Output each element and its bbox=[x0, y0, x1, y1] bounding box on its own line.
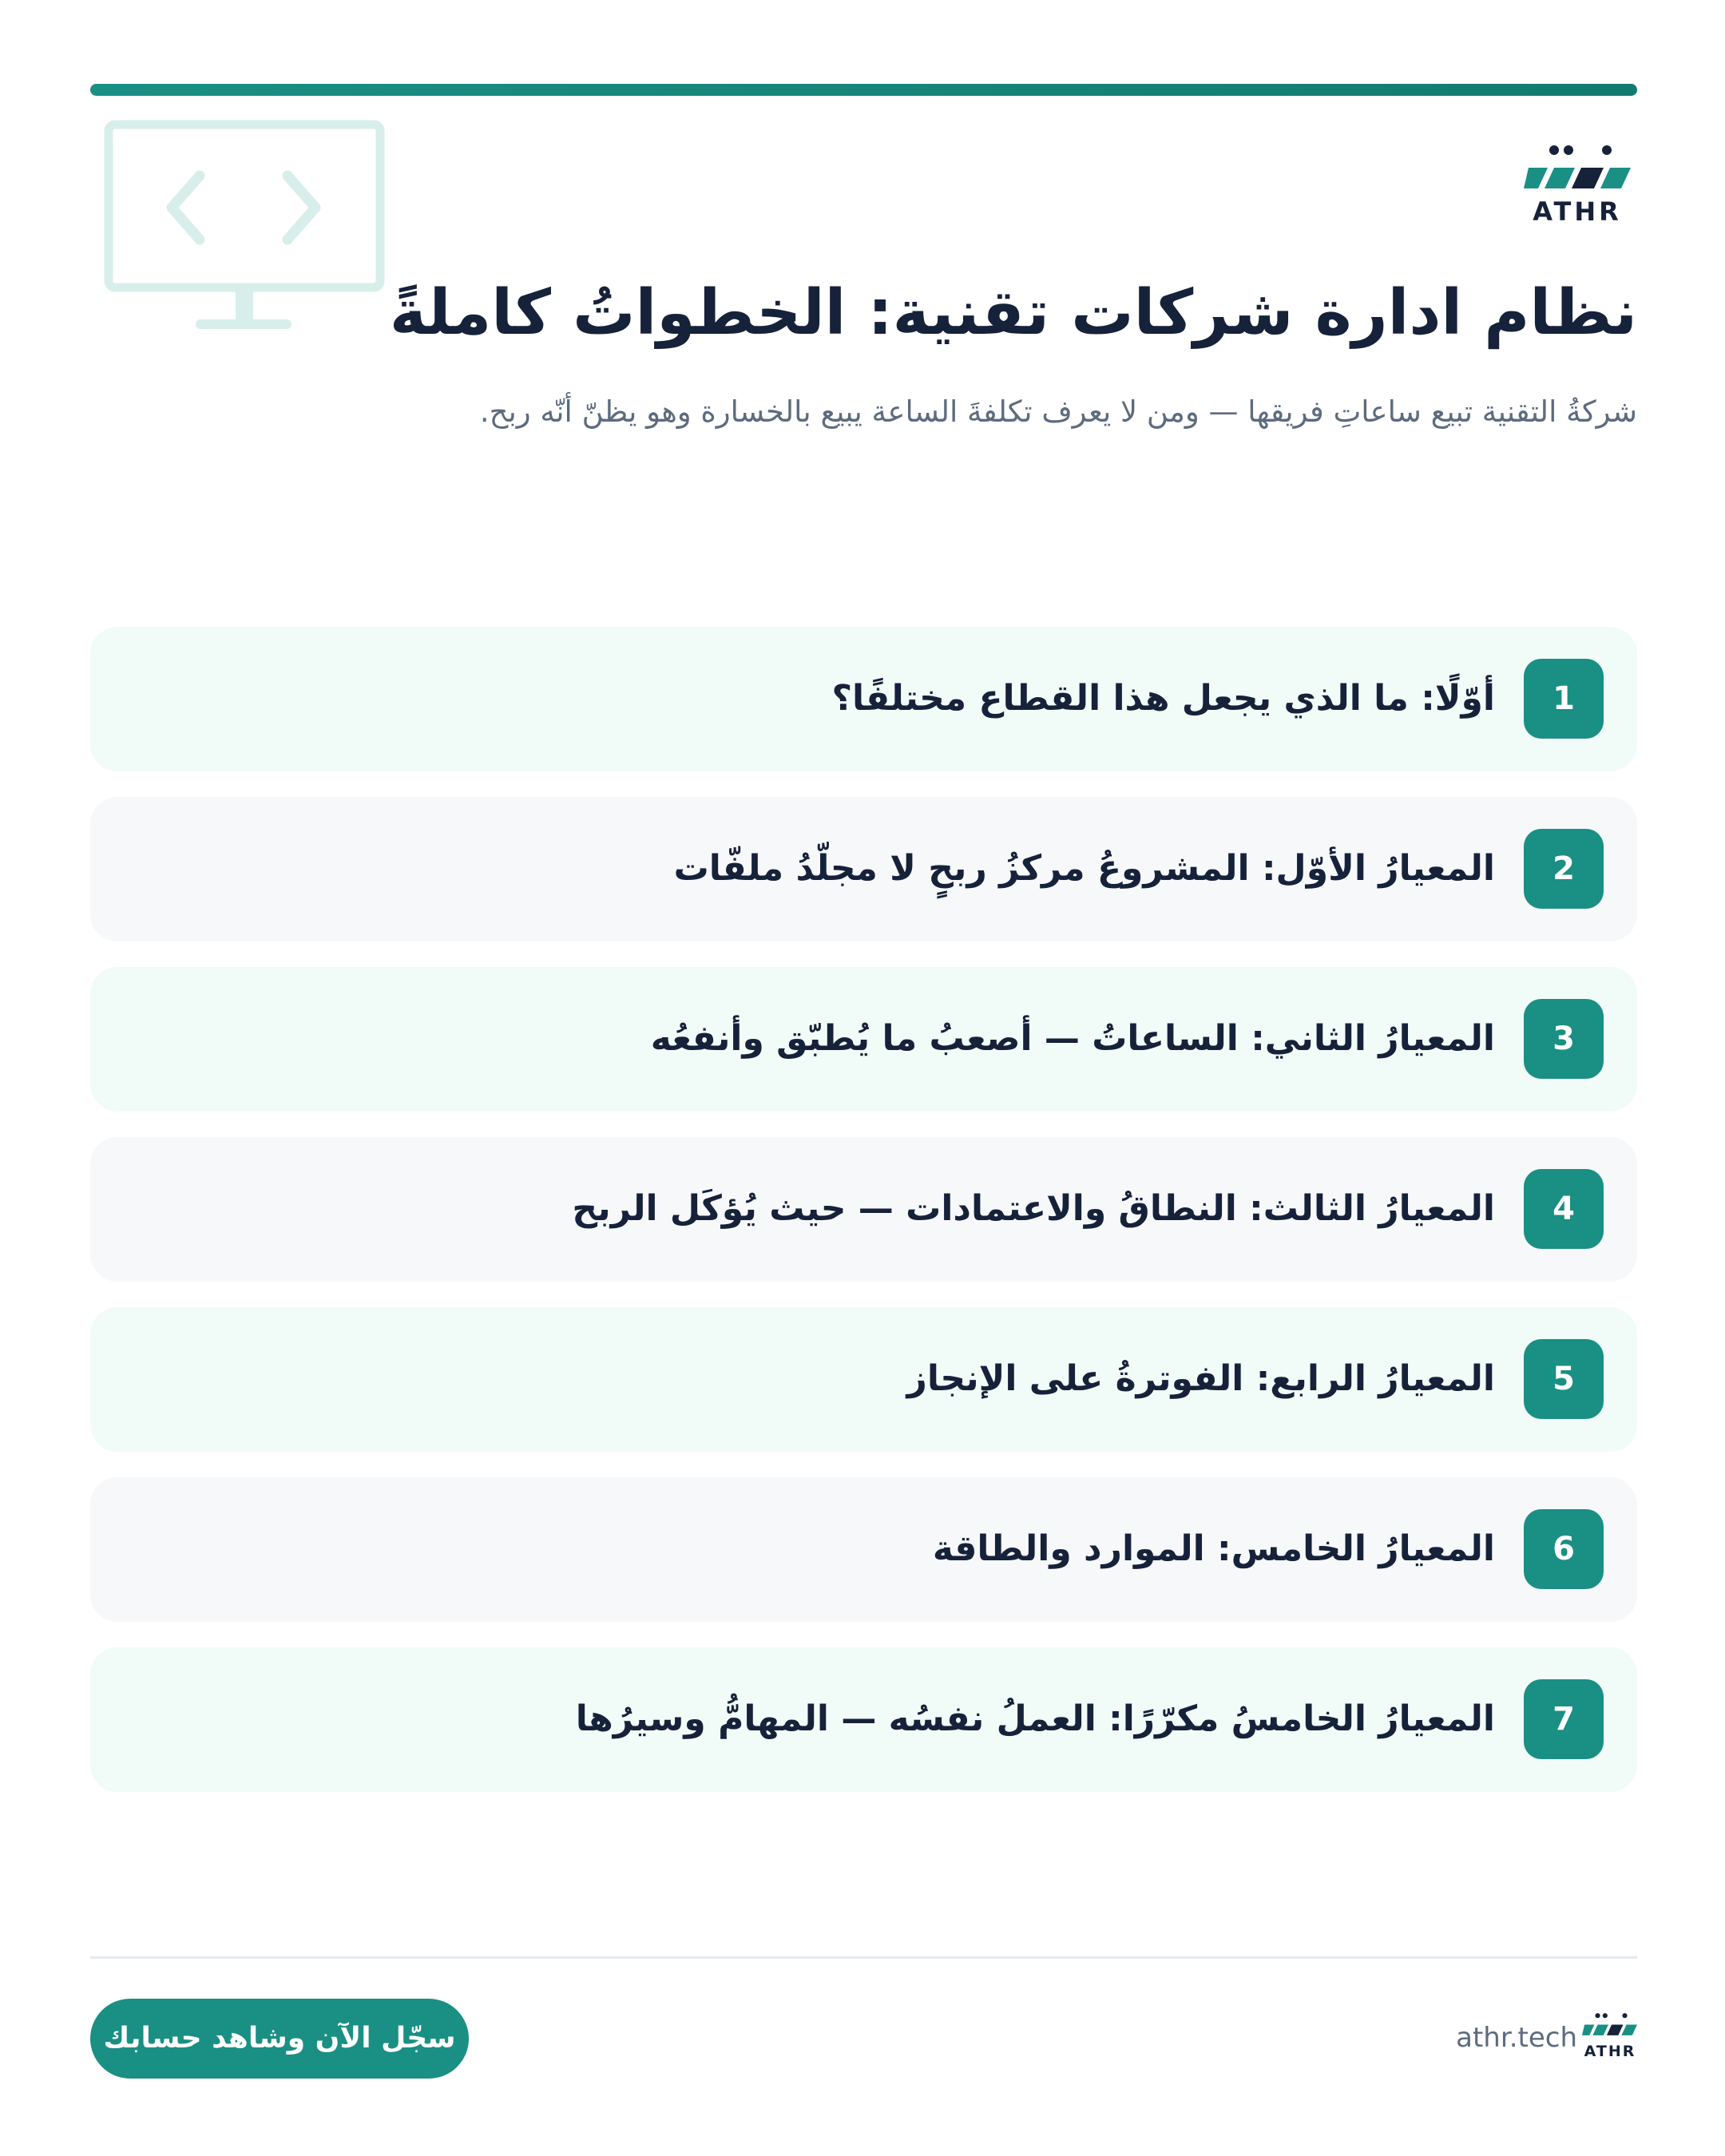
top-accent-bar bbox=[90, 84, 1637, 96]
step-card-6[interactable] bbox=[90, 1477, 1637, 1622]
step-card-4[interactable] bbox=[90, 1137, 1637, 1282]
brand-logo bbox=[1517, 144, 1637, 232]
step-number-badge: 4 bbox=[1524, 1169, 1604, 1249]
step-label: المعيارُ الثاني: الساعاتُ — أصعبُ ما يُطبّق وأنفعُه bbox=[650, 1018, 1495, 1059]
step-number-badge: 3 bbox=[1524, 999, 1604, 1079]
footer-brand[interactable] bbox=[1441, 2011, 1637, 2067]
step-number-badge: 7 bbox=[1524, 1679, 1604, 1759]
step-number-badge: 6 bbox=[1524, 1509, 1604, 1589]
step-number-badge: 1 bbox=[1524, 659, 1604, 739]
step-card-2[interactable] bbox=[90, 797, 1637, 941]
step-card-1[interactable] bbox=[90, 627, 1637, 771]
step-label: المعيارُ الخامسُ مكرّرًا: العملُ نفسُه — المهامُّ وسيرُها bbox=[575, 1698, 1495, 1739]
step-card-7[interactable] bbox=[90, 1647, 1637, 1792]
step-number-badge: 2 bbox=[1524, 829, 1604, 909]
step-label: المعيارُ الثالث: النطاقُ والاعتمادات — حيث يُؤكَل الربح bbox=[572, 1188, 1495, 1229]
footer-divider bbox=[90, 1956, 1637, 1959]
signup-cta-button[interactable]: سجّل الآن وشاهد حسابك bbox=[90, 1999, 469, 2079]
page-title: نظام ادارة شركات تقنية: الخطواتُ كاملةً bbox=[389, 277, 1637, 349]
steps-list bbox=[90, 627, 1637, 1817]
step-card-3[interactable] bbox=[90, 967, 1637, 1112]
step-card-5[interactable] bbox=[90, 1307, 1637, 1452]
page-subtitle: شركةُ التقنية تبيع ساعاتِ فريقها — ومن لا يعرف تكلفةَ الساعة يبيع بالخسارة وهو يظنّ أنّه ربح. bbox=[479, 394, 1637, 429]
step-label: أوّلًا: ما الذي يجعل هذا القطاع مختلفًا؟ bbox=[831, 678, 1495, 719]
brand-name: ATHR bbox=[1533, 196, 1622, 227]
step-label: المعيارُ الأوّل: المشروعُ مركزُ ربحٍ لا مجلّدُ ملفّات bbox=[673, 848, 1495, 889]
athr-logo-icon bbox=[1524, 144, 1632, 193]
athr-logo-icon bbox=[1582, 2011, 1638, 2039]
footer-url-link[interactable]: athr.tech bbox=[1456, 2022, 1577, 2054]
step-label: المعيارُ الخامس: الموارد والطاقة bbox=[932, 1528, 1495, 1569]
step-number-badge: 5 bbox=[1524, 1339, 1604, 1419]
footer-logo bbox=[1579, 2011, 1641, 2067]
footer-brand-name: ATHR bbox=[1584, 2043, 1636, 2060]
step-label: المعيارُ الرابع: الفوترةُ على الإنجاز bbox=[906, 1358, 1495, 1399]
